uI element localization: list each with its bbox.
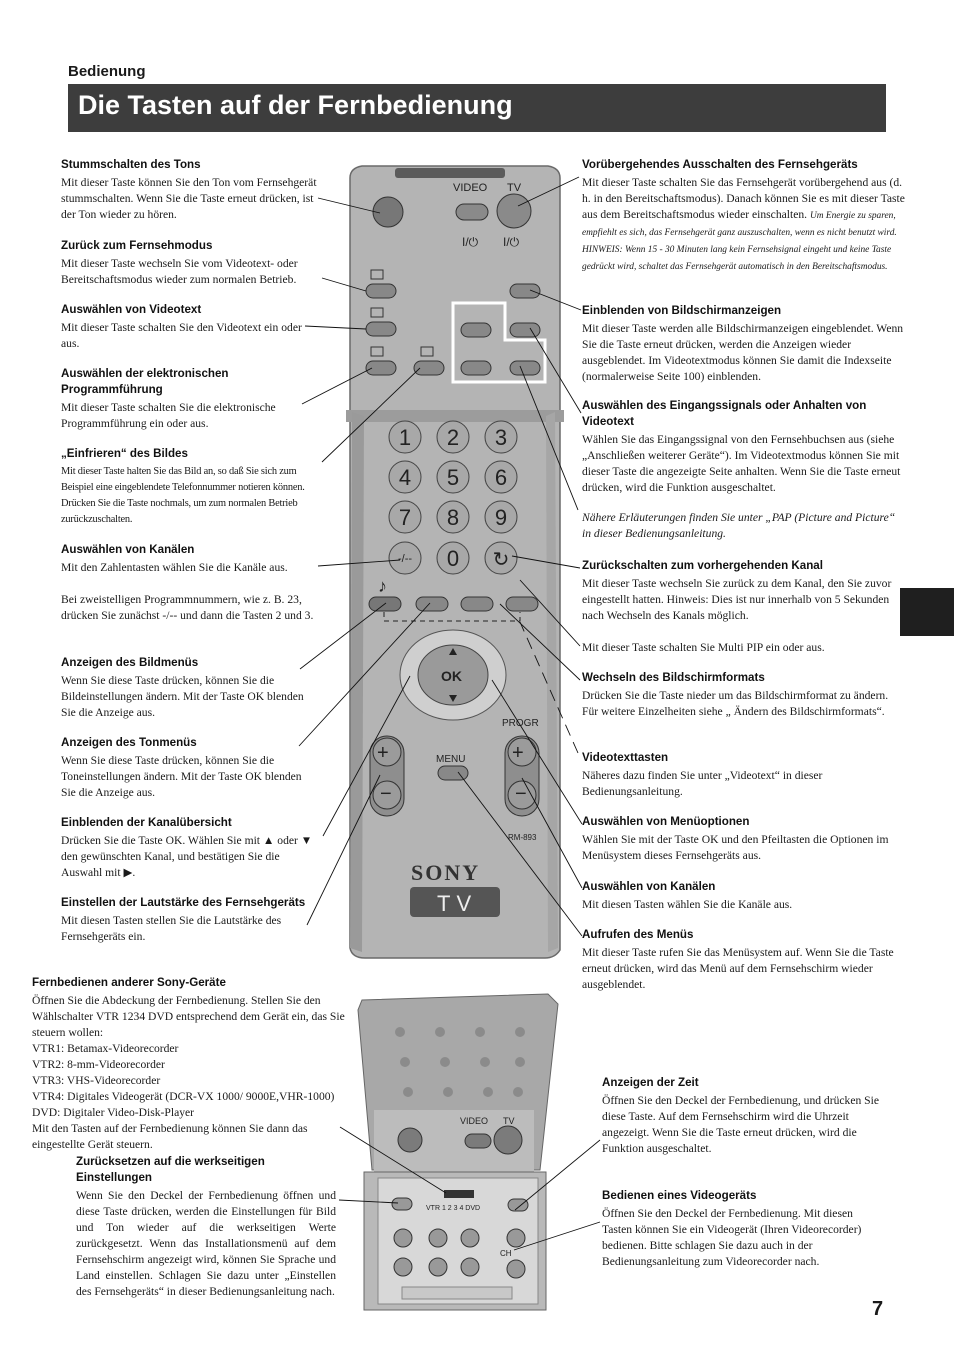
right-block-channels xyxy=(582,879,882,913)
key-0: 0 xyxy=(446,546,460,571)
device-item: DVD: Digitaler Video-Disk-Player xyxy=(32,1106,195,1119)
right-block-text: Mit dieser Taste werden alle Bildschirmanzeigen eingeblendet. Wenn Sie die Taste erneut drücken, werden die Anzeigen wieder ausgeblendet. Im Videotextmodus können Sie damit die Indexseite (normalerweise Seite 100) einblenden. xyxy=(582,322,904,383)
left-block-teletext xyxy=(61,302,311,352)
key-7: 7 xyxy=(398,505,412,530)
menu-label: MENU xyxy=(436,754,466,765)
left-block-title: „Einfrieren“ des Bildes xyxy=(61,447,188,460)
left-block-epg xyxy=(61,366,307,432)
left-block-sound-menu xyxy=(61,735,305,801)
right-block-note: Um Energie zu sparen, empfiehlt es sich, das Fernsehgerät ganz auszuschalten, wenn es nicht benutzt wird. HINWEIS: Wenn 15 - 30 Minuten lang kein Fernsehsignal eingeht und keine Taste gedrückt wird, schaltet das Fernsehgerät automatisch in den Bereitschaftsmodus. xyxy=(582,211,897,272)
other-devices-intro: Öffnen Sie die Abdeckung der Fernbedienung. Stellen Sie den Wählschalter VTR 1234 DVD entsprechend dem Gerät ein, das Sie steuern wollen: xyxy=(32,994,345,1039)
time-text: Öffnen Sie den Deckel der Fernbedienung, und drücken Sie diese Taste. Auf dem Fernsehschirm wird die Uhrzeit angezeigt. Wenn Sie die Taste erneut drücken, wird die Funktion ausgeschaltet. xyxy=(602,1094,879,1155)
key-recall: ↻ xyxy=(492,549,510,571)
right-block-text: Mit dieser Taste rufen Sie das Menüsystem auf. Wenn Sie die Taste erneut drücken, wird das Menü auf dem Fernsehschirm wieder ausgeblendet. xyxy=(582,946,894,991)
reset-block xyxy=(76,1154,336,1300)
key-9: 9 xyxy=(494,505,508,530)
right-block-input xyxy=(582,398,910,496)
right-block-text: Mit dieser Taste schalten Sie das Fernsehgerät vorübergehend aus (d. h. in den Bereitschaftsmodus). Danach können Sie es mit dieser Taste aus dem Bereitschaftsmodus wieder einschalten. xyxy=(582,176,905,221)
right-block-title: Videotexttasten xyxy=(582,751,669,764)
right-block-title: Auswählen des Eingangssignals oder Anhalten von Videotext xyxy=(582,399,867,428)
section-label: Bedienung xyxy=(68,63,146,80)
time-title: Anzeigen der Zeit xyxy=(602,1076,699,1089)
left-block-text: Wenn Sie diese Taste drücken, können Sie die Bildeinstellungen ändern. Mit der Taste OK blenden Sie die Anzeige aus. xyxy=(61,674,304,719)
left-block-title: Einstellen der Lautstärke des Fernsehgeräts xyxy=(61,896,306,909)
other-devices-outro: Mit den Tasten auf der Fernbedienung können Sie dann das eingestellte Gerät steuern. xyxy=(32,1122,308,1151)
svg-text:+: + xyxy=(377,742,389,764)
ch-label: CH xyxy=(500,1249,512,1258)
svg-text:+: + xyxy=(512,742,524,764)
ok-label: OK xyxy=(441,668,462,684)
right-block-text: Drücken Sie die Taste nieder um das Bildschirmformat zu ändern. Für weitere Einzelheiten siehe „ Ändern des Bildschirmformats“. xyxy=(582,689,889,718)
reset-title: Zurücksetzen auf die werkseitigen Einstellungen xyxy=(76,1155,265,1184)
page-title: Die Tasten auf der Fernbedienung xyxy=(78,90,513,120)
left-block-channels xyxy=(61,542,323,624)
vtr-switch-label: VTR 1 2 3 4 DVD xyxy=(426,1205,481,1212)
left-block-text: Drücken Sie die Taste OK. Wählen Sie mit ▲ oder ▼ den gewünschten Kanal, und bestätigen Sie die Auswahl mit ▶. xyxy=(61,834,313,879)
other-devices-block xyxy=(32,975,362,1153)
left-block-text: Mit den Zahlentasten wählen Sie die Kanäle aus. xyxy=(61,561,288,574)
tv-label: TV xyxy=(507,182,522,194)
svg-text:−: − xyxy=(515,783,527,805)
left-block-text-2: Bei zweistelligen Programmnummern, wie z. B. 23, drücken Sie zunächst -/-- und dann die Tasten 2 und 3. xyxy=(61,593,314,622)
page-number: 7 xyxy=(872,1298,884,1320)
open-tv-label: TV xyxy=(503,1116,515,1126)
key-5: 5 xyxy=(446,465,460,490)
left-block-title: Einblenden der Kanalübersicht xyxy=(61,816,232,829)
left-block-tv-mode xyxy=(61,238,323,288)
key-6: 6 xyxy=(494,465,508,490)
left-block-title: Auswählen der elektronischen Programmführung xyxy=(61,367,229,396)
video-power-label: I/⏻ xyxy=(462,235,479,249)
key-1: 1 xyxy=(398,425,412,450)
left-block-title: Stummschalten des Tons xyxy=(61,158,201,171)
left-block-text: Mit dieser Taste schalten Sie die elektronische Programmführung ein oder aus. xyxy=(61,401,276,430)
video-block xyxy=(602,1188,884,1270)
right-block-title: Auswählen von Menüoptionen xyxy=(582,815,750,828)
other-devices-title: Fernbedienen anderer Sony-Geräte xyxy=(32,976,226,989)
right-block-title: Auswählen von Kanälen xyxy=(582,880,716,893)
right-block-text: Mit diesen Tasten wählen Sie die Kanäle aus. xyxy=(582,898,793,911)
svg-text:−: − xyxy=(380,783,392,805)
key-2: 2 xyxy=(446,425,460,450)
left-block-title: Anzeigen des Bildmenüs xyxy=(61,656,199,669)
device-item: VTR3: VHS-Videorecorder xyxy=(32,1074,161,1087)
left-block-text: Mit dieser Taste schalten Sie den Videotext ein oder aus. xyxy=(61,321,302,350)
right-block-title: Zurückschalten zum vorhergehenden Kanal xyxy=(582,559,823,572)
right-block-standby xyxy=(582,157,910,275)
left-block-text: Mit dieser Taste halten Sie das Bild an, so daß Sie sich zum Beispiel eine eingeblendete Telefonnummer notieren können. Drücken Sie die Taste nochmals, um zum normalen Betrieb zurückzuschalten. xyxy=(61,466,305,525)
right-block-format xyxy=(582,670,892,720)
left-block-text: Wenn Sie diese Taste drücken, können Sie die Toneinstellungen ändern. Mit der Taste OK blenden Sie die Anzeige aus. xyxy=(61,754,302,799)
right-block-title: Vorübergehendes Ausschalten des Fernsehgeräts xyxy=(582,158,858,171)
video-title: Bedienen eines Videogeräts xyxy=(602,1189,757,1202)
progr-label: PROGR xyxy=(502,718,539,729)
time-block xyxy=(602,1075,884,1157)
open-video-label: VIDEO xyxy=(460,1116,489,1126)
right-block-text-2: Mit dieser Taste schalten Sie Multi PIP ein oder aus. xyxy=(582,641,825,654)
left-block-title: Zurück zum Fernsehmodus xyxy=(61,239,213,252)
left-block-title: Anzeigen des Tonmenüs xyxy=(61,736,197,749)
left-block-text: Mit diesen Tasten stellen Sie die Lautstärke des Fernsehgeräts ein. xyxy=(61,914,282,943)
left-block-mute xyxy=(61,157,323,223)
left-block-volume xyxy=(61,895,311,945)
right-block-text: Näheres dazu finden Sie unter „Videotext“ in dieser Bedienungsanleitung. xyxy=(582,769,823,798)
right-block-text: Mit dieser Taste wechseln Sie zurück zu dem Kanal, den Sie zuvor eingestellt hatten. Hinweis: Dies ist nur innerhalb von 5 Sekunden nach Wechseln des Kanals möglich. xyxy=(582,577,892,622)
sony-logo: SONY xyxy=(411,860,481,885)
key-4: 4 xyxy=(398,465,412,490)
left-block-text: Mit dieser Taste können Sie den Ton vom Fernsehgerät stummschalten. Wenn Sie die Taste erneut drücken, ist der Ton wieder zu hören. xyxy=(61,176,317,221)
right-block-osd xyxy=(582,303,910,385)
left-block-picture-menu xyxy=(61,655,305,721)
right-block-title: Aufrufen des Menüs xyxy=(582,928,694,941)
left-block-title: Auswählen von Videotext xyxy=(61,303,202,316)
right-block-text: Nähere Erläuterungen finden Sie unter „PAP (Picture and Picture“ in dieser Bedienungsanleitung. xyxy=(582,511,896,540)
device-item: VTR4: Digitales Videogerät (DCR-VX 1000/ 9000E,VHR-1000) xyxy=(32,1090,335,1103)
device-item: VTR2: 8-mm-Videorecorder xyxy=(32,1058,165,1071)
right-block-menu xyxy=(582,927,904,993)
right-block-text: Wählen Sie das Eingangssignal von den Fernsehbuchsen aus (siehe „Anschließen weiterer Geräte“). Im Videotextmodus können Sie mit dieser Taste die angezeigte Seite anhalten. Wenn Sie die Taste erneut drücken, wird die Funktion ausgeschaltet. xyxy=(582,433,901,494)
tv-power-label: I/⏻ xyxy=(503,235,520,249)
video-label: VIDEO xyxy=(453,182,488,194)
right-block-previous-channel xyxy=(582,558,900,656)
reset-text: Wenn Sie den Deckel der Fernbedienung öffnen und diese Taste drücken, werden die Einstellungen für Bild und Ton wieder auf die werkseitigen Werte zurückgesetzt. Wenn das Installationsmenü auf dem Fernsehschirm angezeigt wird, können Sie Sprache und Land einstellen. Schlagen Sie dazu unter „Einstellen des Fernsehgeräts“ in dieser Bedienungsanleitung nach. xyxy=(76,1189,336,1298)
key-8: 8 xyxy=(446,505,460,530)
right-block-menu-options xyxy=(582,814,910,864)
right-block-title: Einblenden von Bildschirmanzeigen xyxy=(582,304,782,317)
tv-badge: TV xyxy=(437,891,478,916)
key-double-digit: -/-- xyxy=(397,553,413,565)
left-block-channel-overview xyxy=(61,815,323,881)
left-block-text: Mit dieser Taste wechseln Sie vom Videotext- oder Bereitschaftsmodus wieder zum normalen Betrieb. xyxy=(61,257,298,286)
right-block-title: Wechseln des Bildschirmformats xyxy=(582,671,765,684)
right-block-pap xyxy=(582,510,900,542)
video-text: Öffnen Sie den Deckel der Fernbedienung. Mit diesen Tasten können Sie ein Videogerät (Ihren Videorecorder) bedienen. Bitte schlagen Sie dazu auch in der Bedienungsanleitung zum Videorecorder nach. xyxy=(602,1207,862,1268)
device-item: VTR1: Betamax-Videorecorder xyxy=(32,1042,179,1055)
left-block-freeze xyxy=(61,446,323,528)
model-label: RM-893 xyxy=(508,833,537,842)
right-block-text: Wählen Sie mit der Taste OK und den Pfeiltasten die Optionen im Menüsystem dieses Fernsehgeräts aus. xyxy=(582,833,889,862)
key-3: 3 xyxy=(494,425,508,450)
left-block-title: Auswählen von Kanälen xyxy=(61,543,195,556)
svg-text:♪: ♪ xyxy=(378,576,387,596)
right-block-teletext-keys xyxy=(582,750,882,800)
